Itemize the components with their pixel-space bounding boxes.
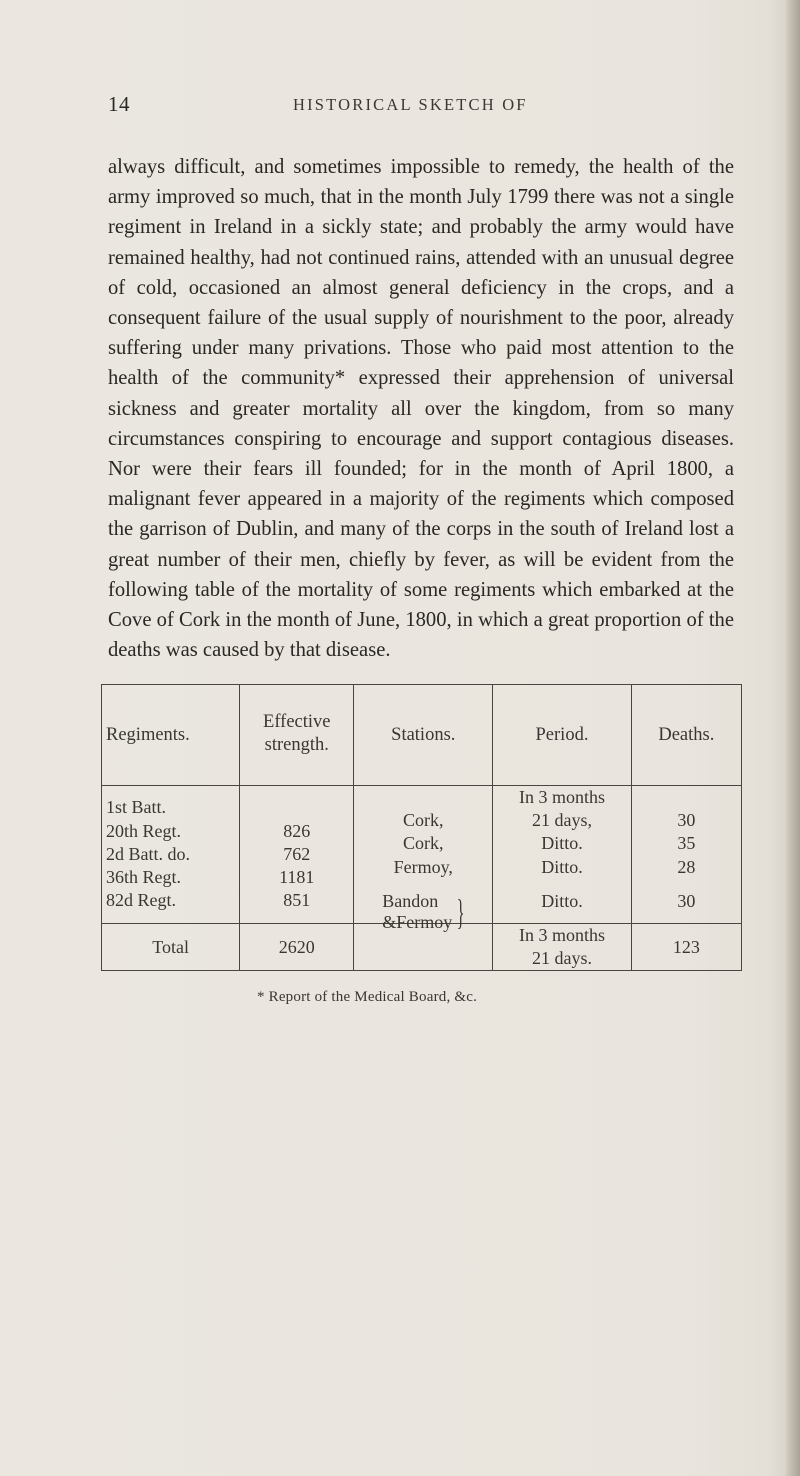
header-strength-line2: strength. xyxy=(264,735,329,755)
strength-cell: 851 xyxy=(283,890,311,911)
regiment-cell: 82d Regt. xyxy=(106,890,176,911)
total-period-line2: 21 days. xyxy=(531,947,592,968)
station-cell xyxy=(358,786,488,809)
column-regiments xyxy=(102,786,240,924)
total-period-line1: In 3 months xyxy=(518,924,605,945)
deaths-cell: 35 xyxy=(677,833,696,854)
strength-cell: 826 xyxy=(283,820,311,841)
strength-cell: 762 xyxy=(283,843,311,864)
station-cell: Fermoy, xyxy=(393,856,453,877)
regiment-cell: 2d Batt. do. xyxy=(106,843,190,864)
total-deaths: 123 xyxy=(631,923,741,970)
deaths-cell: 28 xyxy=(677,856,696,877)
header-deaths: Deaths. xyxy=(631,685,741,786)
column-deaths xyxy=(631,786,741,924)
station-line1: Bandon xyxy=(382,890,439,911)
total-period xyxy=(493,923,631,970)
header-period: Period. xyxy=(493,685,631,786)
station-brace-group xyxy=(382,890,464,934)
header-regiments: Regiments. xyxy=(102,685,240,786)
total-label: Total xyxy=(102,923,240,970)
strength-cell xyxy=(244,796,349,819)
strength-cell: 1181 xyxy=(279,866,315,887)
period-cell: Ditto. xyxy=(541,890,583,911)
brace-glyph: } xyxy=(457,891,465,932)
column-strength xyxy=(240,786,354,924)
page-number: 14 xyxy=(108,92,130,116)
footnote-marker: * xyxy=(256,989,265,1005)
table-header-row xyxy=(102,685,742,786)
header-effective-strength xyxy=(240,685,354,786)
mortality-table xyxy=(101,684,742,971)
header-strength-line1: Effective xyxy=(263,711,331,732)
period-cell: 21 days, xyxy=(531,810,592,831)
total-strength: 2620 xyxy=(240,923,354,970)
period-cell: Ditto. xyxy=(541,833,583,854)
deaths-cell: 30 xyxy=(677,810,696,831)
deaths-cell xyxy=(636,786,737,809)
regiment-cell: 20th Regt. xyxy=(106,820,181,841)
footnote-text: Report of the Medical Board, &c. xyxy=(268,989,478,1005)
column-stations xyxy=(354,786,493,932)
station-line2: &Fermoy xyxy=(382,911,453,932)
deaths-cell: 30 xyxy=(677,890,696,911)
footnote xyxy=(0,989,800,1006)
regiment-cell: 1st Batt. xyxy=(106,797,167,818)
mortality-table-wrap xyxy=(101,684,742,968)
body-text xyxy=(108,152,734,665)
body-paragraph: always difficult, and sometimes impossible to remedy, the health of the army improved so much, that in the month July 1799 there was not a single regiment in Ireland in a sickly state; and probably the army would have remained healthy, had not continued rains, attended with an unusual degree of cold, occasioned an almost general deficiency in the crops, and a consequent failure of the usual supply of nourishment to the poor, already suffering under many privations. Those who paid most attention to the health of the community* expressed their apprehension of universal sickness and greater mortality all over the kingdom, from so many circumstances conspiring to encourage and support contagious diseases. Nor were their fears ill founded; for in the month of April 1800, a malignant fever appeared in a majority of the regiments which composed the garrison of Dublin, and many of the corps in the south of Ireland lost a great number of their men, chiefly by fever, as will be evident from the following table of the mortality of some regiments which embarked at the Cove of Cork in the month of June, 1800, in which a great proportion of the deaths was caused by that disease. xyxy=(108,156,734,662)
running-head xyxy=(0,92,800,122)
header-stations: Stations. xyxy=(354,685,493,786)
page-edge-shadow xyxy=(786,0,800,1476)
column-period xyxy=(493,786,631,924)
running-title: HISTORICAL SKETCH OF xyxy=(293,95,528,114)
station-stack xyxy=(382,891,452,933)
station-cell-bracketed xyxy=(358,879,488,932)
table-body-row xyxy=(102,786,742,924)
station-cell: Cork, xyxy=(403,833,444,854)
period-cell: In 3 months xyxy=(518,787,605,807)
station-cell: Cork, xyxy=(403,810,444,831)
period-cell: Ditto. xyxy=(541,856,583,877)
regiment-cell: 36th Regt. xyxy=(106,866,181,887)
